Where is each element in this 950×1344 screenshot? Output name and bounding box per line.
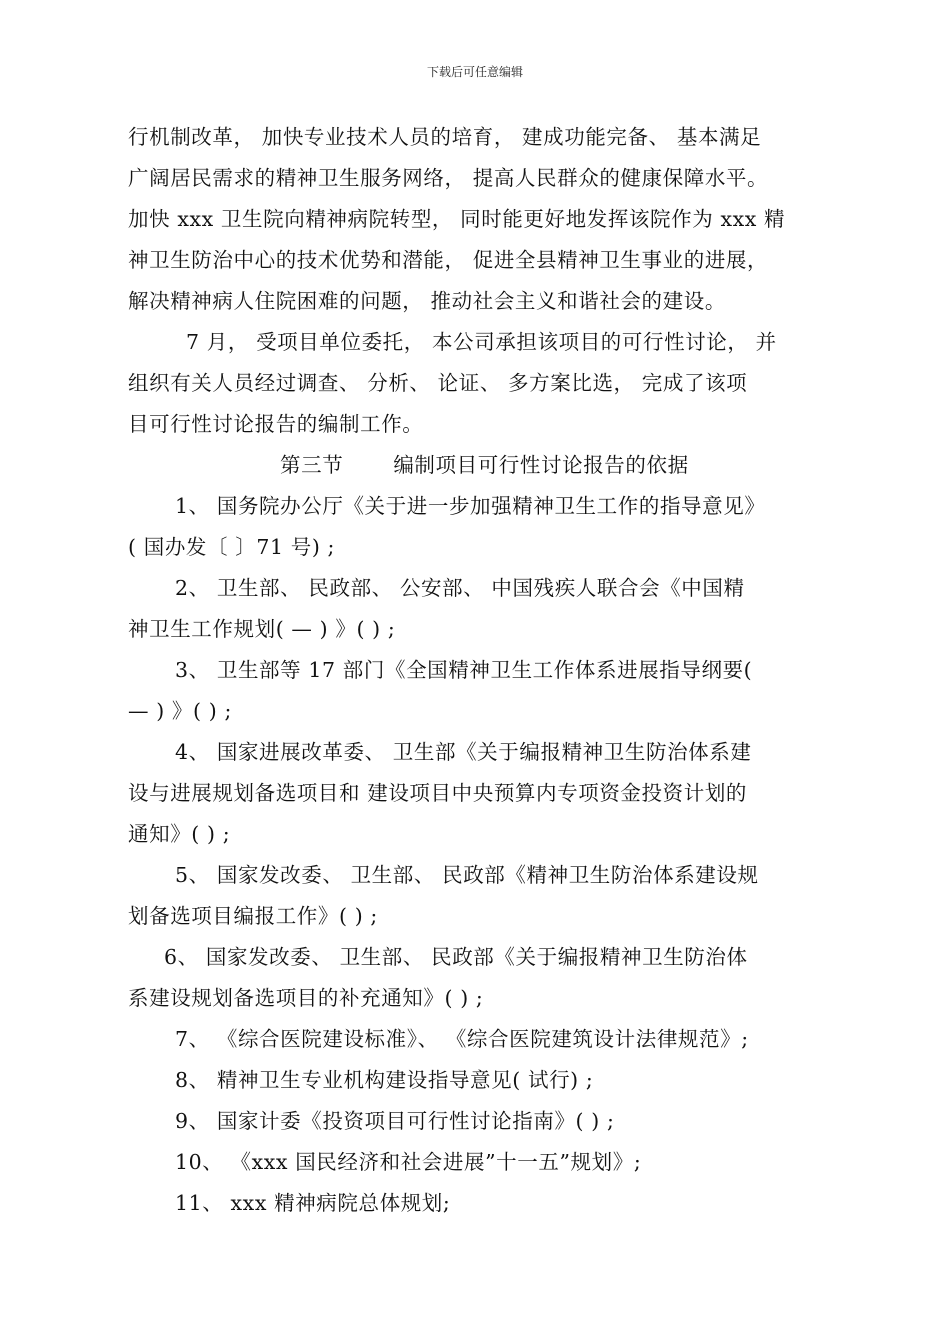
list-item: 通知》( ) ; <box>128 822 231 846</box>
body-line: 解决精神病人住院困难的问题， 推动社会主义和谐社会的建设。 <box>128 289 726 313</box>
list-item: 7、 《综合医院建设标准》、 《综合医院建筑设计法律规范》; <box>175 1027 749 1051</box>
list-item: 5、 国家发改委、 卫生部、 民政部《精神卫生防治体系建设规 <box>175 863 759 887</box>
list-item: 6、 国家发改委、 卫生部、 民政部《关于编报精神卫生防治体 <box>164 945 748 969</box>
body-line: 神卫生防治中心的技术优势和潜能， 促进全县精神卫生事业的进展， <box>128 248 769 272</box>
list-item: 8、 精神卫生专业机构建设指导意见( 试行) ; <box>175 1068 594 1092</box>
list-item: 9、 国家计委《投资项目可行性讨论指南》( ) ; <box>175 1109 615 1133</box>
list-item: 4、 国家进展改革委、 卫生部《关于编报精神卫生防治体系建 <box>175 740 752 764</box>
body-line: 加快 xxx 卫生院向精神病院转型， 同时能更好地发挥该院作为 xxx 精 <box>128 207 786 231</box>
list-item: 划备选项目编报工作》( ) ; <box>128 904 378 928</box>
list-item: 神卫生工作规划( — ) 》( ) ; <box>128 617 396 641</box>
list-item: — ) 》( ) ; <box>128 699 232 723</box>
list-item: 2、 卫生部、 民政部、 公安部、 中国残疾人联合会《中国精 <box>175 576 745 600</box>
body-line: 广阔居民需求的精神卫生服务网络， 提高人民群众的健康保障水平。 <box>128 166 769 190</box>
list-item: 3、 卫生部等 17 部门《全国精神卫生工作体系进展指导纲要( <box>175 658 753 682</box>
list-item: 系建设规划备选项目的补充通知》( ) ; <box>128 986 484 1010</box>
list-item: 11、 xxx 精神病院总体规划; <box>175 1191 451 1215</box>
body-line: 行机制改革， 加快专业技术人员的培育， 建成功能完备、 基本满足 <box>128 125 762 149</box>
page-header: 下载后可任意编辑 <box>426 65 523 79</box>
section-number: 第三节 <box>280 453 344 477</box>
list-item: 10、 《xxx 国民经济和社会进展”十一五”规划》; <box>175 1150 642 1174</box>
list-item: 1、 国务院办公厅《关于进一步加强精神卫生工作的指导意见》 <box>175 494 766 518</box>
section-heading <box>280 450 689 480</box>
body-line: 7 月， 受项目单位委托， 本公司承担该项目的可行性讨论， 并 <box>186 330 777 354</box>
section-title: 编制项目可行性讨论报告的依据 <box>393 453 689 477</box>
body-line: 组织有关人员经过调查、 分析、 论证、 多方案比选， 完成了该项 <box>128 371 748 395</box>
body-line: 目可行性讨论报告的编制工作。 <box>128 412 424 436</box>
list-item: ( 国办发〔 〕71 号) ; <box>128 535 336 559</box>
list-item: 设与进展规划备选项目和 建设项目中央预算内专项资金投资计划的 <box>128 781 748 805</box>
